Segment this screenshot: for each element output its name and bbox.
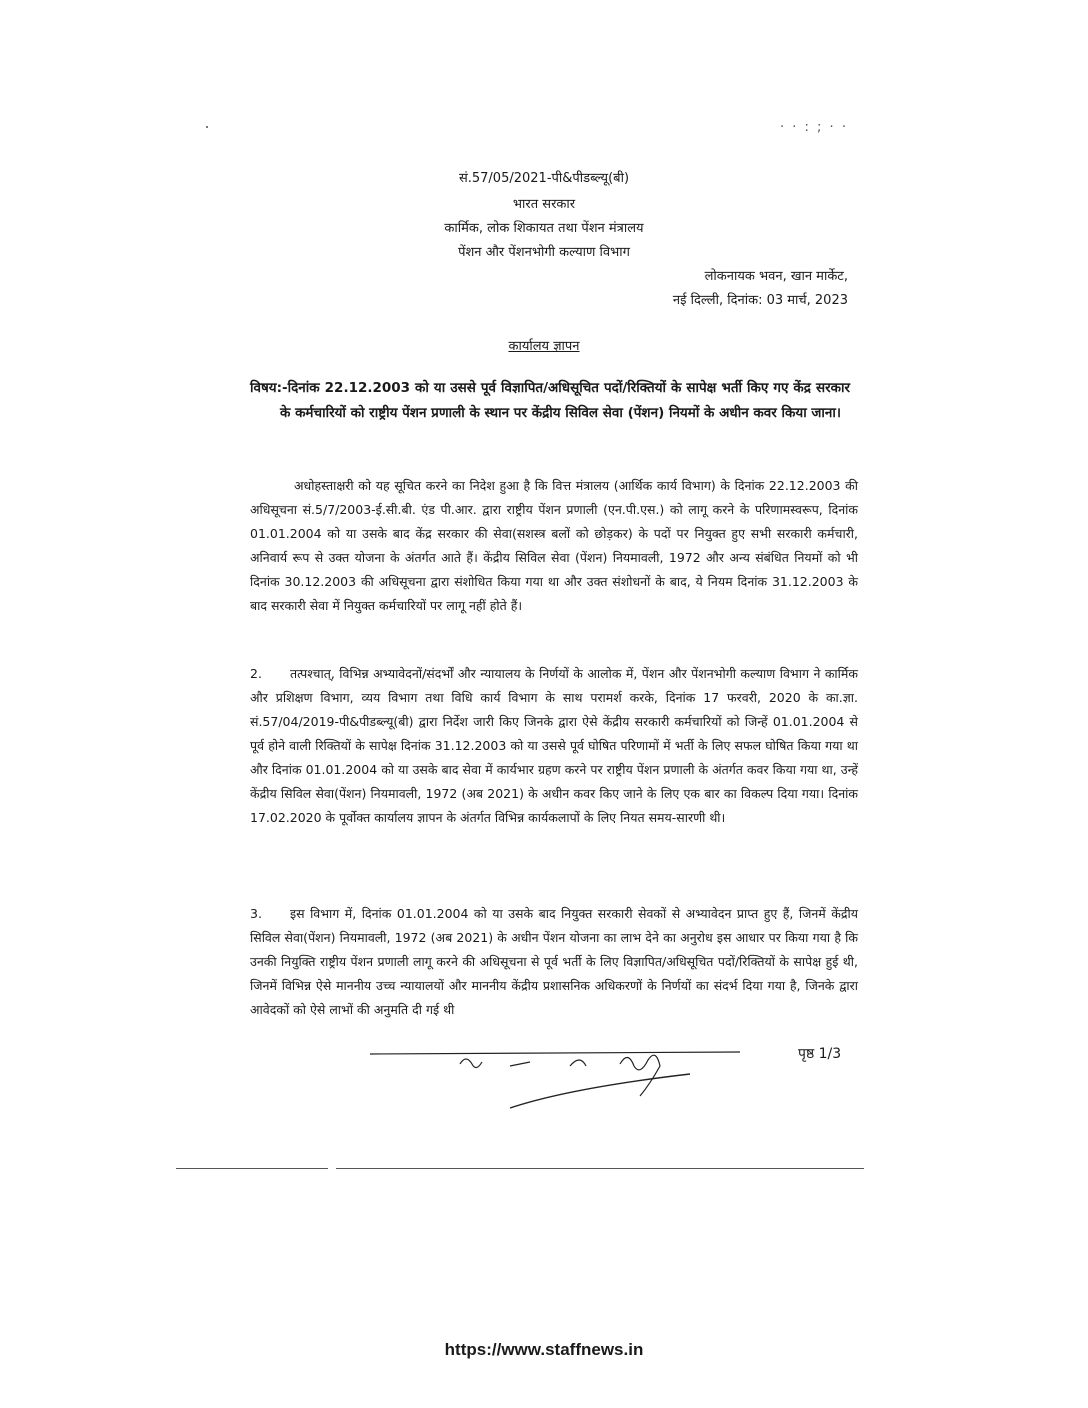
government-name: भारत सरकार [512,197,576,212]
paragraph-number: 3. [250,906,262,921]
paragraph-2 [250,662,858,830]
bottom-rule-right [336,1168,864,1169]
file-number: सं.57/05/2021-पी&पीडब्ल्यू(बी) [458,171,630,186]
ministry-name: कार्मिक, लोक शिकायत तथा पेंशन मंत्रालय [444,221,644,236]
paragraph-3 [250,902,858,1022]
subject-block [250,376,850,426]
place-date: नई दिल्ली, दिनांक: 03 मार्च, 2023 [672,293,848,308]
paragraph-text: तत्पश्चात्, विभिन्न अभ्यावेदनों/संदर्भों और न्यायालय के निर्णयों के आलोक में, पेंशन और पेंशनभोगी कल्याण विभाग ने कार्मिक और प्रशिक्षण विभाग, व्यय विभाग तथा विधि कार्य विभाग के साथ परामर्श करके, दिनांक 17 फरवरी, 2020 के का.ज्ञा. सं.57/04/2019-पी&पीडब्ल्यू(बी) द्वारा निर्देश जारी किए जिनके द्वारा ऐसे केंद्रीय सरकारी कर्मचारियों को जिन्हें 01.01.2004 से पूर्व होने वाली रिक्तियों के सापेक्ष दिनांक 31.12.2003 को या उससे पूर्व घोषित परिणामों में भर्ती के लिए सफल घोषित किया गया था और दिनांक 01.01.2004 को या उसके बाद सेवा में कार्यभार ग्रहण करने पर राष्ट्रीय पेंशन प्रणाली के अंतर्गत कवर किया गया था, उन्हें केंद्रीय सिविल सेवा(पेंशन) नियमावली, 1972 (अब 2021) के अधीन कवर किए जाने के लिए एक बार का विकल्प दिया गया। दिनांक 17.02.2020 के पूर्वोक्त कार्यालय ज्ञापन के अंतर्गत विभिन्न कार्यकलापों के लिए नियत समय-सारणी थी। [250,666,858,825]
paragraph-text: अधोहस्ताक्षरी को यह सूचित करने का निदेश हुआ है कि वित्त मंत्रालय (आर्थिक कार्य विभाग) के दिनांक 22.12.2003 की अधिसूचना सं.5/7/2003-ई.सी.बी. एंड पी.आर. द्वारा राष्ट्रीय पेंशन प्रणाली (एन.पी.एस.) को लागू करने के परिणामस्वरूप, दिनांक 01.01.2004 को या उसके बाद केंद्र सरकार की सेवा(सशस्त्र बलों को छोड़कर) के पदों पर नियुक्त हुए सभी सरकारी कर्मचारी, अनिवार्य रूप से उक्त योजना के अंतर्गत आते हैं। केंद्रीय सिविल सेवा (पेंशन) नियमावली, 1972 और अन्य संबंधित नियमों को भी दिनांक 30.12.2003 की अधिसूचना द्वारा संशोधित किया गया था और उक्त संशोधनों के बाद, ये नियम दिनांक 31.12.2003 के बाद सरकारी सेवा में नियुक्त कर्मचारियों पर लागू नहीं होते हैं। [250,478,858,613]
bottom-rule-left [176,1168,328,1169]
signature-scribble [360,1046,760,1116]
page-number: पृष्ठ 1/3 [798,1046,842,1062]
footer-url[interactable]: https://www.staffnews.in [444,1340,644,1359]
paragraph-number: 2. [250,666,262,681]
paragraph-text: इस विभाग में, दिनांक 01.01.2004 को या उसके बाद नियुक्त सरकारी सेवकों से अभ्यावेदन प्राप्त हुए हैं, जिनमें केंद्रीय सिविल सेवा(पेंशन) नियमावली, 1972 (अब 2021) के अधीन पेंशन योजना का लाभ देने का अनुरोध इस आधार पर किया गया है कि उनकी नियुक्ति राष्ट्रीय पेंशन प्रणाली लागू करने की अधिसूचना से पूर्व भर्ती के लिए विज्ञापित/अधिसूचित पदों/रिक्तियों के सापेक्ष हुई थी, जिनमें विभिन्न ऐसे माननीय उच्च न्यायालयों और माननीय केंद्रीय प्रशासनिक अधिकरणों के निर्णयों का संदर्भ दिया गया है, जिनके द्वारा आवेदकों को ऐसे लाभों की अनुमति दी गई थी [250,906,858,1017]
subject-label: विषय:- [250,380,288,396]
memo-title: कार्यालय ज्ञापन [508,339,580,354]
scan-speck [206,126,208,128]
corner-annotation: · · : ; · · [780,120,848,135]
subject-text: दिनांक 22.12.2003 को या उससे पूर्व विज्ञापित/अधिसूचित पदों/रिक्तियों के सापेक्ष भर्ती किए गए केंद्र सरकार के कर्मचारियों को राष्ट्रीय पेंशन प्रणाली के स्थान पर केंद्रीय सिविल सेवा (पेंशन) नियमों के अधीन कवर किया जाना। [280,380,850,421]
office-address: लोकनायक भवन, खान मार्केट, [704,269,848,284]
department-name: पेंशन और पेंशनभोगी कल्याण विभाग [458,245,630,260]
paragraph-1 [250,474,858,618]
